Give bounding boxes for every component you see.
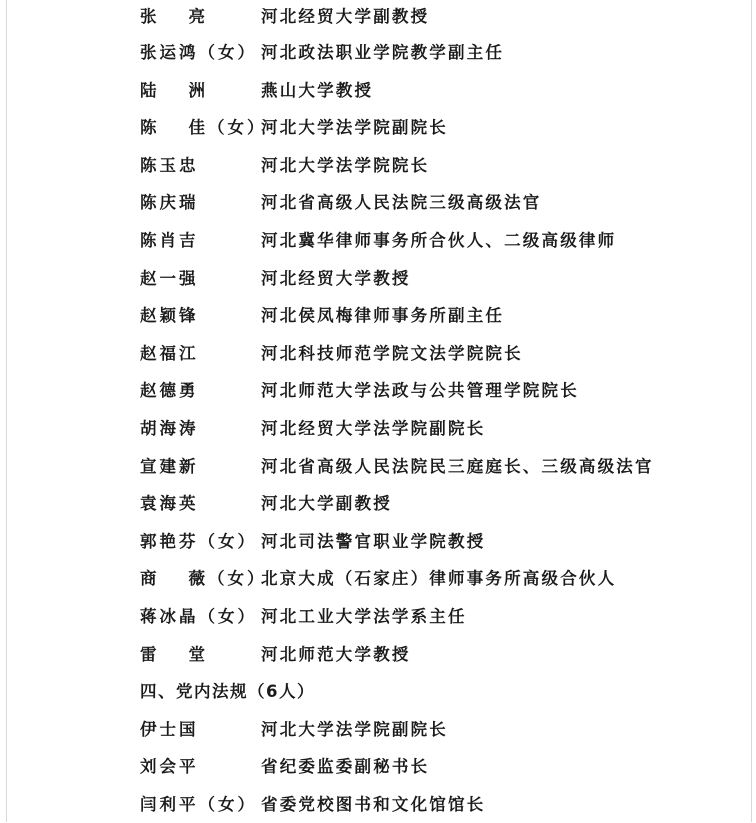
member-name: 赵一强 [140, 268, 199, 288]
expert-list [140, 0, 740, 823]
member-title: 河北工业大学法学系主任 [261, 606, 467, 626]
list-item [140, 372, 740, 410]
member-title: 河北经贸大学副教授 [261, 7, 430, 26]
member-title: 河北省高级人民法院三级高级法官 [261, 193, 542, 213]
list-item [140, 260, 740, 298]
member-name: 陈玉忠 [140, 155, 199, 175]
member-title: 省纪委监委副秘书长 [261, 757, 430, 777]
member-title: 河北大学法学院副院长 [261, 719, 448, 739]
member-title: 河北科技师范学院文法学院院长 [261, 343, 523, 363]
member-name: 赵德勇 [140, 381, 199, 401]
list-item [140, 636, 740, 674]
member-name: 刘会平 [140, 757, 199, 777]
list-item [140, 109, 740, 147]
member-name: 宣建新 [140, 456, 199, 476]
list-item [140, 34, 740, 72]
list-item [140, 72, 740, 110]
member-title: 燕山大学教授 [261, 80, 374, 100]
member-name: 郭艳芬（女） [140, 531, 257, 551]
member-title: 河北大学法学院副院长 [261, 118, 448, 138]
list-item [140, 147, 740, 185]
member-name: 蒋冰晶（女） [140, 606, 257, 626]
list-item [140, 523, 740, 561]
member-name: 张运鸿（女） [140, 43, 257, 62]
member-title: 河北经贸大学法学院副院长 [261, 418, 486, 438]
member-title: 河北司法警官职业学院教授 [261, 531, 486, 551]
member-title: 河北师范大学法政与公共管理学院院长 [261, 381, 579, 401]
list-item [140, 184, 740, 222]
member-name: 闫利平（女） [140, 794, 257, 814]
member-title: 河北大学副教授 [261, 494, 392, 514]
list-item [140, 786, 740, 823]
list-item [140, 222, 740, 260]
member-title: 河北经贸大学教授 [261, 268, 411, 288]
list-item [140, 0, 740, 34]
list-item [140, 560, 740, 598]
member-title: 河北省高级人民法院民三庭庭长、三级高级法官 [261, 456, 654, 476]
document-page [6, 0, 752, 822]
list-item [140, 598, 740, 636]
list-item [140, 748, 740, 786]
member-name: 赵颖锋 [140, 306, 199, 326]
member-name: 袁海英 [140, 494, 199, 514]
member-title: 河北师范大学教授 [261, 644, 411, 664]
member-name: 陈 佳（女） [140, 118, 267, 138]
member-title: 河北侯凤梅律师事务所副主任 [261, 306, 505, 326]
member-title: 河北冀华律师事务所合伙人、二级高级律师 [261, 230, 617, 250]
list-item [140, 448, 740, 486]
member-name: 张 亮 [140, 7, 208, 26]
member-name: 陈肖吉 [140, 230, 199, 250]
section-heading: 四、党内法规（6人） [140, 682, 315, 702]
member-title: 省委党校图书和文化馆馆长 [261, 794, 486, 814]
list-item [140, 297, 740, 335]
list-item [140, 335, 740, 373]
list-item [140, 410, 740, 448]
member-name: 陈庆瑞 [140, 193, 199, 213]
list-item [140, 711, 740, 749]
member-name: 胡海涛 [140, 418, 199, 438]
list-item [140, 485, 740, 523]
member-name: 陆 洲 [140, 80, 208, 100]
member-title: 河北大学法学院院长 [261, 155, 430, 175]
member-name: 商 薇（女） [140, 569, 267, 589]
member-name: 赵福江 [140, 343, 199, 363]
member-name: 雷 堂 [140, 644, 208, 664]
member-title: 河北政法职业学院教学副主任 [261, 43, 505, 62]
member-name: 伊士国 [140, 719, 199, 739]
member-title: 北京大成（石家庄）律师事务所高级合伙人 [261, 569, 617, 589]
